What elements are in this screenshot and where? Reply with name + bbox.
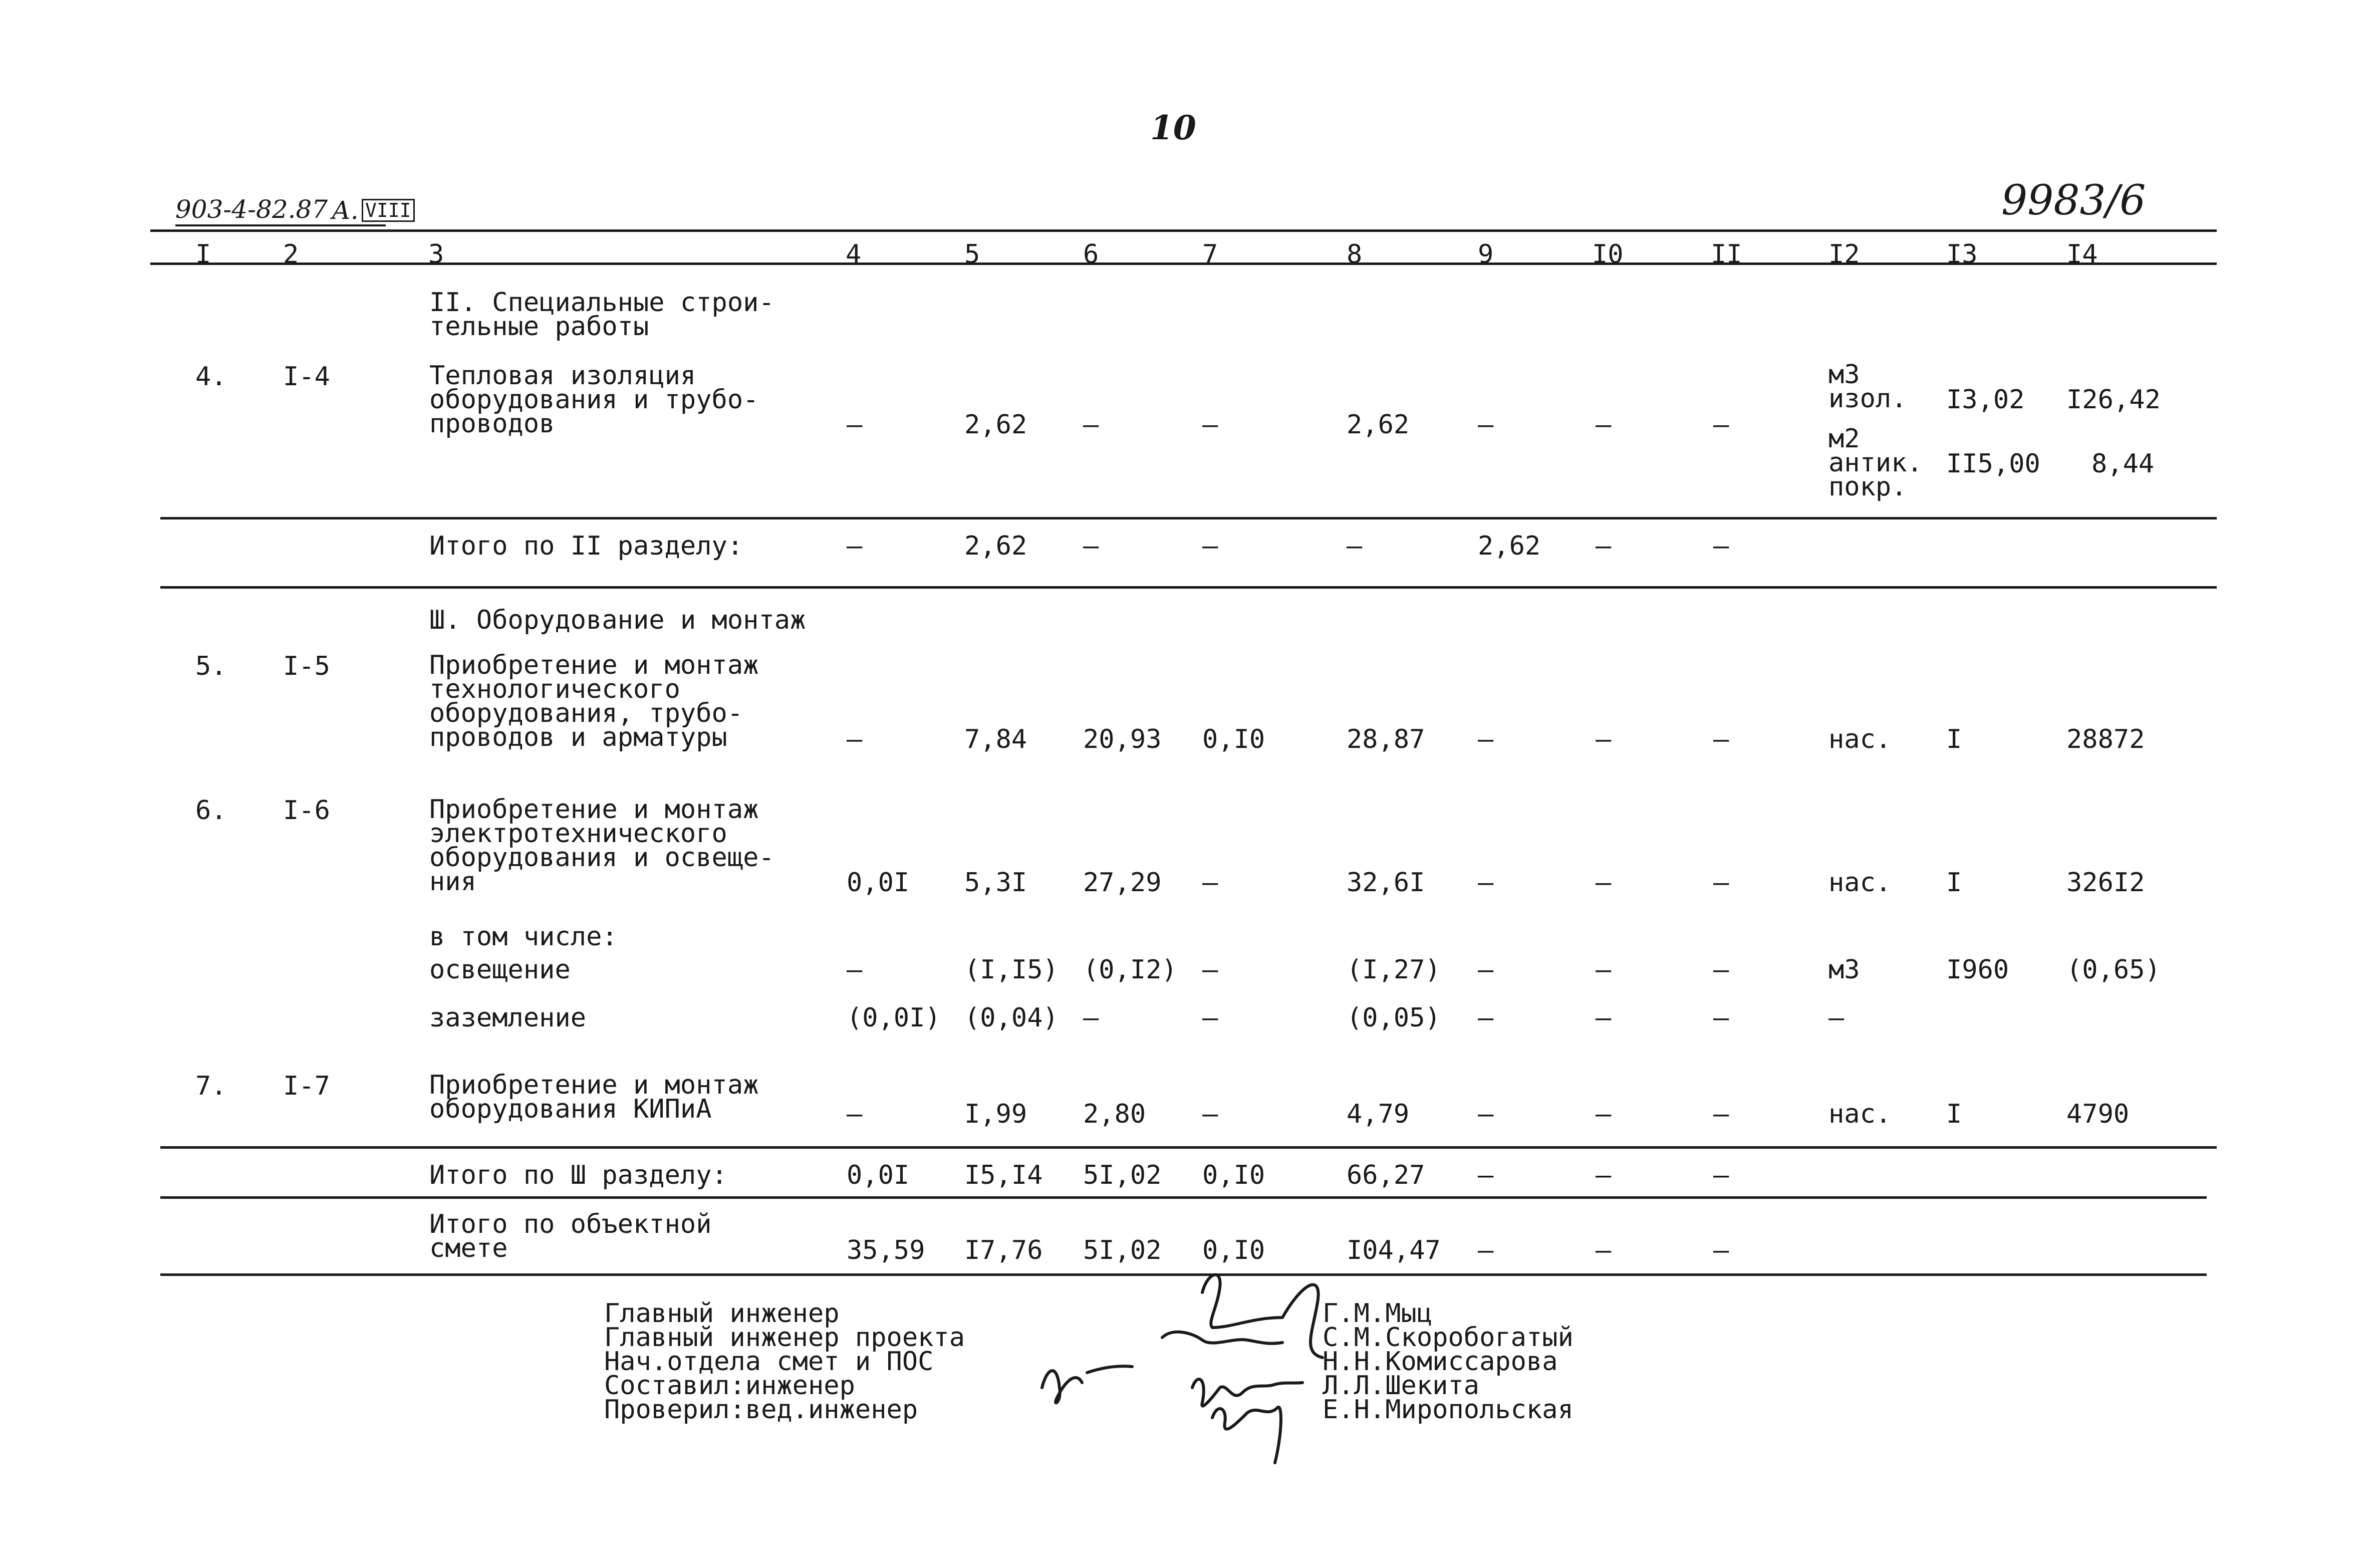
cell: – bbox=[1202, 531, 1218, 561]
cell: – bbox=[1596, 531, 1612, 561]
cell: – bbox=[1478, 1160, 1494, 1190]
cell: – bbox=[1713, 410, 1729, 440]
row-number: 6. bbox=[195, 796, 227, 826]
col-header: I3 bbox=[1946, 239, 1978, 270]
cell: 4790 bbox=[2066, 1099, 2130, 1129]
signature-titles: Главный инженер Главный инженер проекта Нач.отдела смет и ПОС Составил:инженер Проверил:вед.инженер bbox=[604, 1298, 965, 1425]
cell: – bbox=[1596, 724, 1612, 754]
row-code: I-5 bbox=[283, 651, 330, 681]
cell: м3 bbox=[1828, 955, 1860, 985]
section-3-total-top-rule bbox=[160, 1146, 2217, 1149]
cell: I5,I4 bbox=[964, 1160, 1043, 1190]
cell: – bbox=[1596, 955, 1612, 985]
cell: 20,93 bbox=[1083, 724, 1162, 754]
cell: 5I,02 bbox=[1083, 1235, 1162, 1265]
cell: – bbox=[847, 531, 863, 561]
cell: – bbox=[1596, 868, 1612, 898]
col-header: I4 bbox=[2066, 239, 2098, 270]
cell: – bbox=[847, 410, 863, 440]
cell: – bbox=[1478, 955, 1494, 985]
row-name: освещение bbox=[429, 955, 571, 985]
cell: – bbox=[1713, 955, 1729, 985]
cell: – bbox=[1596, 1003, 1612, 1033]
album-label: А. bbox=[332, 196, 359, 225]
row-code: I-6 bbox=[283, 796, 330, 826]
cell: 5,3I bbox=[964, 868, 1027, 898]
cell: 0,0I bbox=[847, 868, 910, 898]
cell: 66,27 bbox=[1347, 1160, 1425, 1190]
row-name: Тепловая изоляция оборудования и трубо- проводов bbox=[429, 361, 759, 439]
cell: – bbox=[1478, 868, 1494, 898]
cell: (0,I2) bbox=[1083, 955, 1177, 985]
cell: 32,6I bbox=[1347, 868, 1425, 898]
col-header: 2 bbox=[283, 239, 299, 270]
cell: – bbox=[1713, 1003, 1729, 1033]
col-header: I0 bbox=[1592, 239, 1624, 270]
cell: нас. bbox=[1828, 1099, 1892, 1129]
cell: – bbox=[1713, 1160, 1729, 1190]
cell: – bbox=[1478, 1003, 1494, 1033]
cell: I7,76 bbox=[964, 1235, 1043, 1265]
cell: 0,0I bbox=[847, 1160, 910, 1190]
cell: – bbox=[1713, 1235, 1729, 1265]
col-header: II bbox=[1711, 239, 1742, 270]
cell: 2,62 bbox=[1478, 531, 1541, 561]
unit-anticorrosion: м2 антик. покр. bbox=[1828, 424, 1923, 502]
cell: – bbox=[1713, 868, 1729, 898]
cell: – bbox=[1596, 410, 1612, 440]
row-number: 4. bbox=[195, 362, 227, 392]
cell: 2,80 bbox=[1083, 1099, 1146, 1129]
row-name: Приобретение и монтаж электротехнического оборудования и освеще- ния bbox=[429, 795, 774, 897]
cell: – bbox=[1202, 1003, 1218, 1033]
cell: I960 bbox=[1946, 955, 2009, 985]
cell: 2,62 bbox=[964, 531, 1027, 561]
cell: (0,04) bbox=[964, 1003, 1059, 1033]
cell: – bbox=[1478, 1099, 1494, 1129]
cell: – bbox=[1828, 1003, 1845, 1033]
cell: – bbox=[1202, 955, 1218, 985]
col-header: 3 bbox=[428, 239, 444, 270]
row-number: 5. bbox=[195, 651, 227, 681]
cell: 0,I0 bbox=[1202, 1235, 1265, 1265]
code-underline bbox=[175, 224, 386, 226]
qty-anticorrosion: II5,00 bbox=[1946, 449, 2040, 479]
col-header: I2 bbox=[1828, 239, 1860, 270]
cell: – bbox=[1596, 1235, 1612, 1265]
section-2-total-bottom-rule bbox=[160, 586, 2217, 589]
handwritten-signatures bbox=[1022, 1252, 1343, 1473]
cell: (I,27) bbox=[1347, 955, 1441, 985]
total-label: Итого по Ш разделу: bbox=[429, 1160, 727, 1190]
section-2-title: II. Специальные строи- тельные работы bbox=[429, 288, 774, 342]
cell: 7,84 bbox=[964, 724, 1027, 754]
cell: нас. bbox=[1828, 724, 1892, 754]
cell: – bbox=[1083, 410, 1099, 440]
row-code: I-4 bbox=[283, 362, 330, 392]
total-label: Итого по объектной смете bbox=[429, 1209, 712, 1263]
section-3-total-bottom-rule bbox=[160, 1196, 2207, 1199]
album-box: VIII bbox=[362, 199, 415, 222]
cell: 326I2 bbox=[2066, 868, 2145, 898]
cell: – bbox=[1478, 1235, 1494, 1265]
row-name: заземление bbox=[429, 1003, 587, 1033]
cell: нас. bbox=[1828, 868, 1892, 898]
header-bottom-rule bbox=[150, 263, 2217, 265]
cell: 2,62 bbox=[1347, 410, 1410, 440]
row-name: Приобретение и монтаж оборудования КИПиА bbox=[429, 1070, 759, 1124]
cell: 2,62 bbox=[964, 410, 1027, 440]
cell: – bbox=[1202, 1099, 1218, 1129]
cell: 0,I0 bbox=[1202, 1160, 1265, 1190]
cell: – bbox=[1596, 1160, 1612, 1190]
page-number: 10 bbox=[1150, 108, 1196, 147]
cell: (0,65) bbox=[2066, 955, 2161, 985]
cell: 4,79 bbox=[1347, 1099, 1410, 1129]
cell: (0,05) bbox=[1347, 1003, 1441, 1033]
col-header: I bbox=[195, 239, 211, 270]
inventory-number: 9983/6 bbox=[2001, 177, 2146, 224]
col-header: 6 bbox=[1083, 239, 1099, 270]
cost-anticorrosion: 8,44 bbox=[2091, 449, 2155, 479]
including-label: в том числе: bbox=[429, 922, 618, 952]
row-name: Приобретение и монтаж технологического оборудования, трубо- проводов и арматуры bbox=[429, 650, 759, 752]
col-header: 4 bbox=[846, 239, 862, 270]
cell: – bbox=[1083, 1003, 1099, 1033]
col-header: 5 bbox=[964, 239, 980, 270]
cell: – bbox=[847, 724, 863, 754]
cell: 27,29 bbox=[1083, 868, 1162, 898]
signature-names: Г.М.Мыц С.М.Скоробогатый Н.Н.Комиссарова Л.Л.Шекита Е.Н.Миропольская bbox=[1323, 1298, 1573, 1425]
cell: I bbox=[1946, 868, 1962, 898]
cell: – bbox=[1478, 724, 1494, 754]
unit-insulation: м3 изол. bbox=[1828, 360, 1907, 414]
cell: 28872 bbox=[2066, 724, 2145, 754]
cell: – bbox=[1713, 724, 1729, 754]
col-header: 8 bbox=[1347, 239, 1363, 270]
cell: I bbox=[1946, 724, 1962, 754]
cell: – bbox=[847, 955, 863, 985]
qty-insulation: I3,02 bbox=[1946, 385, 2025, 415]
cell: – bbox=[1347, 531, 1363, 561]
col-header: 9 bbox=[1478, 239, 1494, 270]
header-top-rule bbox=[150, 229, 2217, 232]
cell: – bbox=[1202, 410, 1218, 440]
cell: – bbox=[1713, 1099, 1729, 1129]
cell: – bbox=[1478, 410, 1494, 440]
cell: 5I,02 bbox=[1083, 1160, 1162, 1190]
document-code: 903-4-82.87 bbox=[175, 195, 328, 224]
cell: – bbox=[1596, 1099, 1612, 1129]
row-code: I-7 bbox=[283, 1071, 330, 1101]
total-label: Итого по II разделу: bbox=[429, 531, 743, 561]
section-3-title: Ш. Оборудование и монтаж bbox=[429, 605, 806, 635]
cell: – bbox=[847, 1099, 863, 1129]
cell: I,99 bbox=[964, 1099, 1027, 1129]
cell: – bbox=[1202, 868, 1218, 898]
cell: 28,87 bbox=[1347, 724, 1425, 754]
cell: – bbox=[1083, 531, 1099, 561]
cell: I04,47 bbox=[1347, 1235, 1441, 1265]
section-2-total-top-rule bbox=[160, 517, 2217, 519]
cell: 35,59 bbox=[847, 1235, 925, 1265]
col-header: 7 bbox=[1202, 239, 1218, 270]
cell: (0,0I) bbox=[847, 1003, 941, 1033]
row-number: 7. bbox=[195, 1071, 227, 1101]
cost-insulation: I26,42 bbox=[2066, 385, 2161, 415]
cell: I bbox=[1946, 1099, 1962, 1129]
cell: 0,I0 bbox=[1202, 724, 1265, 754]
cell: – bbox=[1713, 531, 1729, 561]
cell: (I,I5) bbox=[964, 955, 1059, 985]
